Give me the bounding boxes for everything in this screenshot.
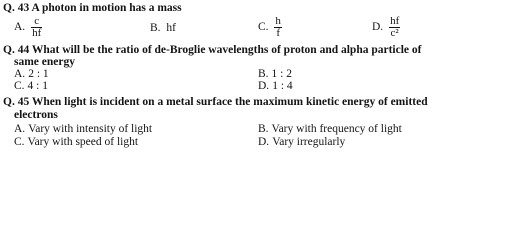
question-44-text-continued: same energy <box>14 56 75 68</box>
q45-option-c[interactable] <box>14 137 138 149</box>
q43-option-a-label: A. <box>14 21 26 34</box>
question-44-number: Q. 44 <box>3 44 30 56</box>
q44-option-b-label: B. <box>258 68 269 80</box>
q43-option-a-fraction <box>31 16 42 39</box>
q44-option-b[interactable] <box>258 69 292 81</box>
q45-option-d[interactable] <box>258 137 345 149</box>
q43-option-a[interactable] <box>14 16 42 39</box>
question-45-number: Q. 45 <box>3 96 30 108</box>
q43-option-b-text: hf <box>166 22 177 34</box>
q45-option-b[interactable] <box>258 124 402 136</box>
q43-option-c-numerator: h <box>275 15 281 27</box>
question-44-title <box>3 45 421 57</box>
q44-option-d-label: D. <box>258 80 270 92</box>
q43-option-c-fraction <box>274 16 282 39</box>
q44-option-a[interactable] <box>14 69 49 81</box>
q44-option-d[interactable] <box>258 81 293 93</box>
q43-option-c-label: C. <box>258 21 269 34</box>
q43-option-a-numerator: c <box>31 16 42 28</box>
q43-option-d-numerator: hf <box>390 15 400 27</box>
q45-option-d-text: Vary irregularly <box>272 136 346 148</box>
q44-option-c-text: 4 : 1 <box>27 80 48 92</box>
q43-option-c[interactable] <box>258 16 282 39</box>
q45-option-b-label: B. <box>258 123 269 135</box>
q45-option-b-text: Vary with frequency of light <box>271 123 402 135</box>
q44-option-b-text: 1 : 2 <box>271 68 292 80</box>
q43-option-c-denominator: f <box>276 27 280 39</box>
q44-option-c-label: C. <box>14 80 25 92</box>
q44-option-a-label: A. <box>14 68 26 80</box>
question-43-text: A photon in motion has a mass <box>31 2 182 14</box>
q44-option-a-text: 2 : 1 <box>28 68 49 80</box>
q44-option-c[interactable] <box>14 81 48 93</box>
q45-option-c-text: Vary with speed of light <box>27 136 139 148</box>
q43-option-b[interactable] <box>150 23 176 35</box>
q43-option-a-denominator: hf <box>32 27 42 39</box>
q45-option-a-label: A. <box>14 123 26 135</box>
q45-option-c-label: C. <box>14 136 25 148</box>
question-45-title <box>3 97 428 109</box>
q44-option-d-text: 1 : 4 <box>272 80 293 92</box>
question-45-text: When light is incident on a metal surface the maximum kinetic energy of emitted <box>31 96 428 108</box>
question-43-title <box>3 3 182 15</box>
question-43-number: Q. 43 <box>3 2 30 14</box>
q45-option-a[interactable] <box>14 124 152 136</box>
question-44-text: What will be the ratio of de-Broglie wavelengths of proton and alpha particle of <box>31 44 422 56</box>
q43-option-b-label: B. <box>150 22 161 34</box>
q45-option-a-text: Vary with intensity of light <box>28 123 153 135</box>
q43-option-d-label: D. <box>372 21 384 34</box>
question-45-text-continued: electrons <box>14 109 58 121</box>
q45-option-d-label: D. <box>258 136 270 148</box>
q43-option-d[interactable] <box>372 16 400 39</box>
q43-option-d-fraction <box>389 16 400 39</box>
q43-option-d-denominator: c² <box>390 27 399 39</box>
